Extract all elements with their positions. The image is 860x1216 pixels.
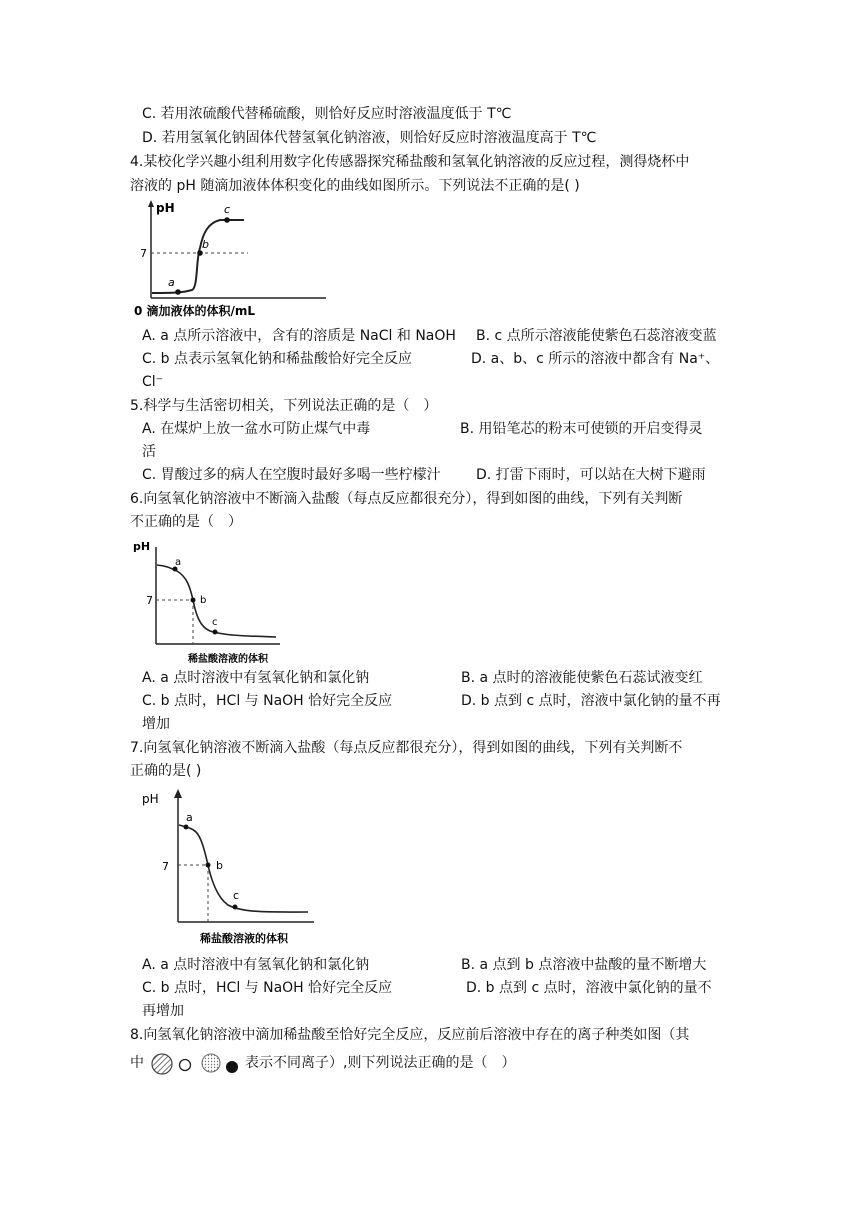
q7-point-b xyxy=(206,863,211,868)
q5-option-a: A. 在煤炉上放一盆水可防止煤气中毒 xyxy=(142,421,371,437)
q6-option-c: C. b 点时，HCl 与 NaOH 恰好完全反应 xyxy=(142,693,393,709)
q8-stem-line1: 8.向氢氧化钠溶液中滴加稀盐酸至恰好完全反应，反应前后溶液中存在的离子种类如图（其 xyxy=(130,1027,690,1043)
q6-label-c: c xyxy=(212,617,218,628)
q6-point-b xyxy=(191,598,196,603)
q6-stem-line2: 不正确的是（ ） xyxy=(130,514,242,530)
q7-curve xyxy=(179,825,308,912)
q5-option-b: B. 用铅笔芯的粉末可使锁的开启变得灵 xyxy=(460,421,703,437)
q7-option-c: C. b 点时，HCl 与 NaOH 恰好完全反应 xyxy=(142,980,393,996)
q4-option-a: A. a 点所示溶液中，含有的溶质是 NaCl 和 NaOH xyxy=(142,328,456,344)
q4-label-c: c xyxy=(224,203,231,216)
q8-stem-line2-start: 中 xyxy=(130,1055,144,1071)
q4-curve xyxy=(152,220,244,293)
q6-label-a: a xyxy=(175,557,182,568)
q6-y-label: pH xyxy=(133,540,151,553)
q3-option-d: D. 若用氢氧化钠固体代替氢氧化钠溶液，则恰好反应时溶液温度高于 T℃ xyxy=(142,130,597,146)
q7-ph-curve-figure xyxy=(138,785,318,950)
q4-stem-line2: 溶液的 pH 随滴加液体体积变化的曲线如图所示。下列说法不正确的是( ) xyxy=(130,178,580,194)
q4-y-tick-7: 7 xyxy=(140,247,147,260)
q3-option-c: C. 若用浓硫酸代替稀硫酸，则恰好反应时溶液温度低于 T℃ xyxy=(142,106,512,122)
q6-option-b: B. a 点时的溶液能使紫色石蕊试液变红 xyxy=(461,670,703,686)
q7-y-tick-7: 7 xyxy=(162,860,169,873)
q5-stem: 5.科学与生活密切相关，下列说法正确的是（ ） xyxy=(130,398,438,414)
q4-point-a xyxy=(175,289,181,295)
q7-point-a xyxy=(184,825,189,830)
q4-y-label: pH xyxy=(156,201,175,215)
q4-option-d: D. a、b、c 所示的溶液中都含有 Na⁺、 xyxy=(471,351,720,367)
q4-y-axis-arrow xyxy=(148,200,154,207)
q8-stem-line2-end: 表示不同离子）,则下列说法正确的是（ ） xyxy=(245,1055,516,1071)
q7-label-a: a xyxy=(186,811,193,824)
q4-label-a: a xyxy=(168,276,175,289)
q4-option-b: B. c 点所示溶液能使紫色石蕊溶液变蓝 xyxy=(476,328,717,344)
q6-x-label: 稀盐酸溶液的体积 xyxy=(188,654,268,665)
q4-point-c xyxy=(224,217,230,223)
q6-option-d-cont: 增加 xyxy=(142,716,170,732)
q7-stem-line2: 正确的是( ) xyxy=(130,763,202,779)
q7-option-a: A. a 点时溶液中有氢氧化钠和氯化钠 xyxy=(142,957,370,973)
q6-point-c xyxy=(213,630,218,635)
q5-option-b-cont: 活 xyxy=(142,444,156,460)
q6-y-tick-7: 7 xyxy=(146,594,153,607)
q7-y-axis-arrow xyxy=(174,789,182,798)
q7-stem-line1: 7.向氢氧化钠溶液不断滴入盐酸（每点反应都很充分），得到如图的曲线，下列有关判断不 xyxy=(130,740,683,756)
q6-option-d: D. b 点到 c 点时，溶液中氯化钠的量不再 xyxy=(461,693,721,709)
q6-label-b: b xyxy=(200,595,207,606)
q7-option-d: D. b 点到 c 点时，溶液中氯化钠的量不 xyxy=(466,980,712,996)
q4-option-c: C. b 点表示氢氧化钠和稀盐酸恰好完全反应 xyxy=(142,351,413,367)
q7-point-c xyxy=(233,905,238,910)
open-circle-ion-icon xyxy=(180,1060,191,1071)
q4-point-b xyxy=(197,250,203,256)
q8-ion-symbols xyxy=(150,1051,245,1077)
q5-option-d: D. 打雷下雨时，可以站在大树下避雨 xyxy=(476,467,706,483)
q7-y-label: pH xyxy=(142,792,159,806)
q7-label-b: b xyxy=(216,859,223,872)
q4-label-b: b xyxy=(202,238,209,251)
q6-ph-curve-figure xyxy=(130,535,285,665)
q6-option-a: A. a 点时溶液中有氢氧化钠和氯化钠 xyxy=(142,670,370,686)
q4-ph-curve-figure xyxy=(130,198,330,323)
q4-option-d-cont: Cl⁻ xyxy=(142,374,164,390)
hatched-ion-icon xyxy=(152,1054,172,1074)
q7-x-label: 稀盐酸溶液的体积 xyxy=(200,932,288,945)
q4-stem-line1: 4.某校化学兴趣小组利用数字化传感器探究稀盐酸和氢氧化钠溶液的反应过程，测得烧杯中 xyxy=(130,154,690,170)
solid-ion-icon xyxy=(226,1061,238,1073)
q7-option-d-cont: 再增加 xyxy=(142,1003,184,1019)
q7-label-c: c xyxy=(233,889,240,902)
q7-option-b: B. a 点到 b 点溶液中盐酸的量不断增大 xyxy=(461,957,707,973)
q5-option-c: C. 胃酸过多的病人在空腹时最好多喝一些柠檬汁 xyxy=(142,467,441,483)
dotted-ion-icon xyxy=(202,1054,220,1072)
q6-stem-line1: 6.向氢氧化钠溶液中不断滴入盐酸（每点反应都很充分），得到如图的曲线，下列有关判断 xyxy=(130,491,683,507)
q4-x-label: 0 滴加液体的体积/mL xyxy=(134,304,256,318)
